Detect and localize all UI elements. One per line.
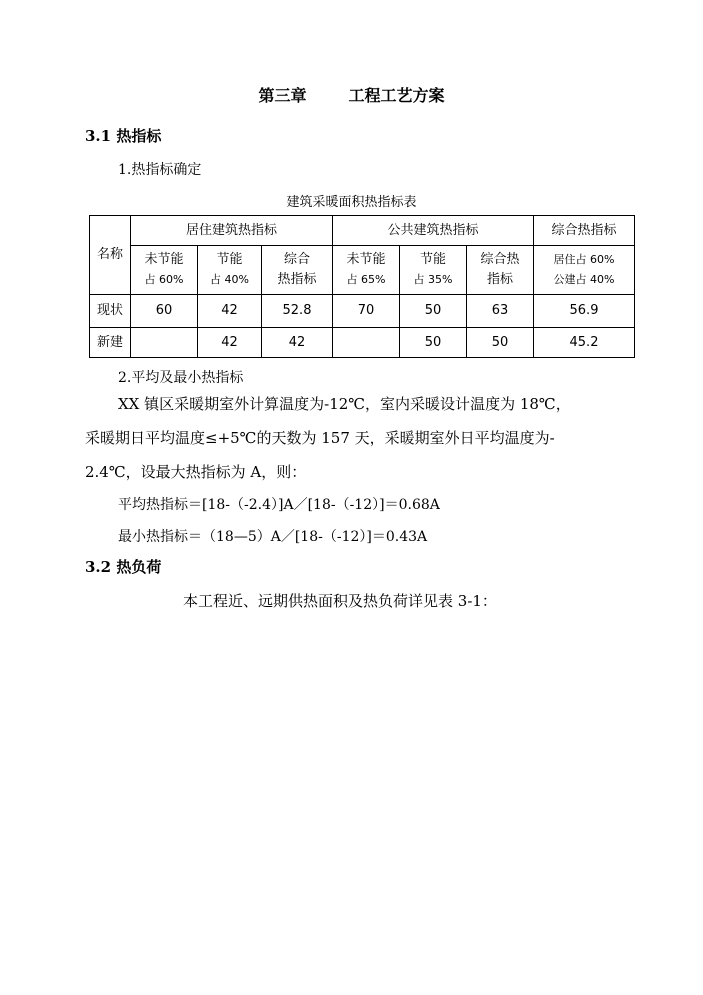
table-cell: 45.2 (534, 328, 635, 358)
paragraph-heat-load: 本工程近、远期供热面积及热负荷详见表 3-1： (183, 592, 497, 610)
table-cell: 42 (198, 295, 262, 328)
formula-minimum: 最小热指标＝（18—5）A／[18-（-12）]＝0.43A (118, 529, 428, 545)
paragraph-line: 采暖期日平均温度≤+5℃的天数为 157 天，采暖期室外日平均温度为- (85, 429, 555, 447)
chapter-title (0, 83, 703, 106)
subsection-heading-1: 1.热指标确定 (118, 162, 202, 178)
table-subheader: 未节能 占 65% (333, 246, 400, 295)
heat-index-table (89, 215, 635, 358)
table-cell: 52.8 (262, 295, 333, 328)
table-subheader-row (90, 246, 635, 295)
table-subheader: 综合 热指标 (262, 246, 333, 295)
table-header-row (90, 216, 635, 246)
table-subheader: 未节能 占 60% (131, 246, 198, 295)
table-row-name: 新建 (90, 328, 131, 358)
section-heading-3-1: 3.1 热指标 (85, 127, 162, 145)
table-subheader: 节能 占 40% (198, 246, 262, 295)
table-cell: 50 (467, 328, 534, 358)
table-cell: 63 (467, 295, 534, 328)
table-subheader: 节能 占 35% (400, 246, 467, 295)
table-row (90, 295, 635, 328)
section-heading-3-2: 3.2 热负荷 (85, 558, 162, 576)
table-cell: 50 (400, 328, 467, 358)
paragraph-line: XX 镇区采暖期室外计算温度为-12℃，室内采暖设计温度为 18℃， (118, 395, 571, 413)
formula-average: 平均热指标＝[18-（-2.4）]A／[18-（-12）]＝0.68A (118, 497, 440, 513)
table-row-name: 现状 (90, 295, 131, 328)
table-header-name: 名称 (90, 216, 131, 295)
table-cell: 42 (198, 328, 262, 358)
paragraph-line: 2.4℃，设最大热指标为 A，则： (85, 463, 307, 481)
table-subheader: 综合热 指标 (467, 246, 534, 295)
table-caption: 建筑采暖面积热指标表 (286, 195, 417, 210)
subsection-heading-2: 2.平均及最小热指标 (118, 370, 244, 386)
chapter-number: 第三章 (258, 86, 307, 105)
table-cell: 56.9 (534, 295, 635, 328)
table-group-combined: 综合热指标 (534, 216, 635, 246)
table-subheader: 居住占 60% 公建占 40% (534, 246, 635, 295)
chapter-name: 工程工艺方案 (348, 86, 445, 105)
table-cell (333, 328, 400, 358)
table-group-public: 公共建筑热指标 (333, 216, 534, 246)
table-cell: 42 (262, 328, 333, 358)
table-cell: 60 (131, 295, 198, 328)
table-cell: 70 (333, 295, 400, 328)
table-cell (131, 328, 198, 358)
table-cell: 50 (400, 295, 467, 328)
table-row (90, 328, 635, 358)
table-group-residential: 居住建筑热指标 (131, 216, 333, 246)
